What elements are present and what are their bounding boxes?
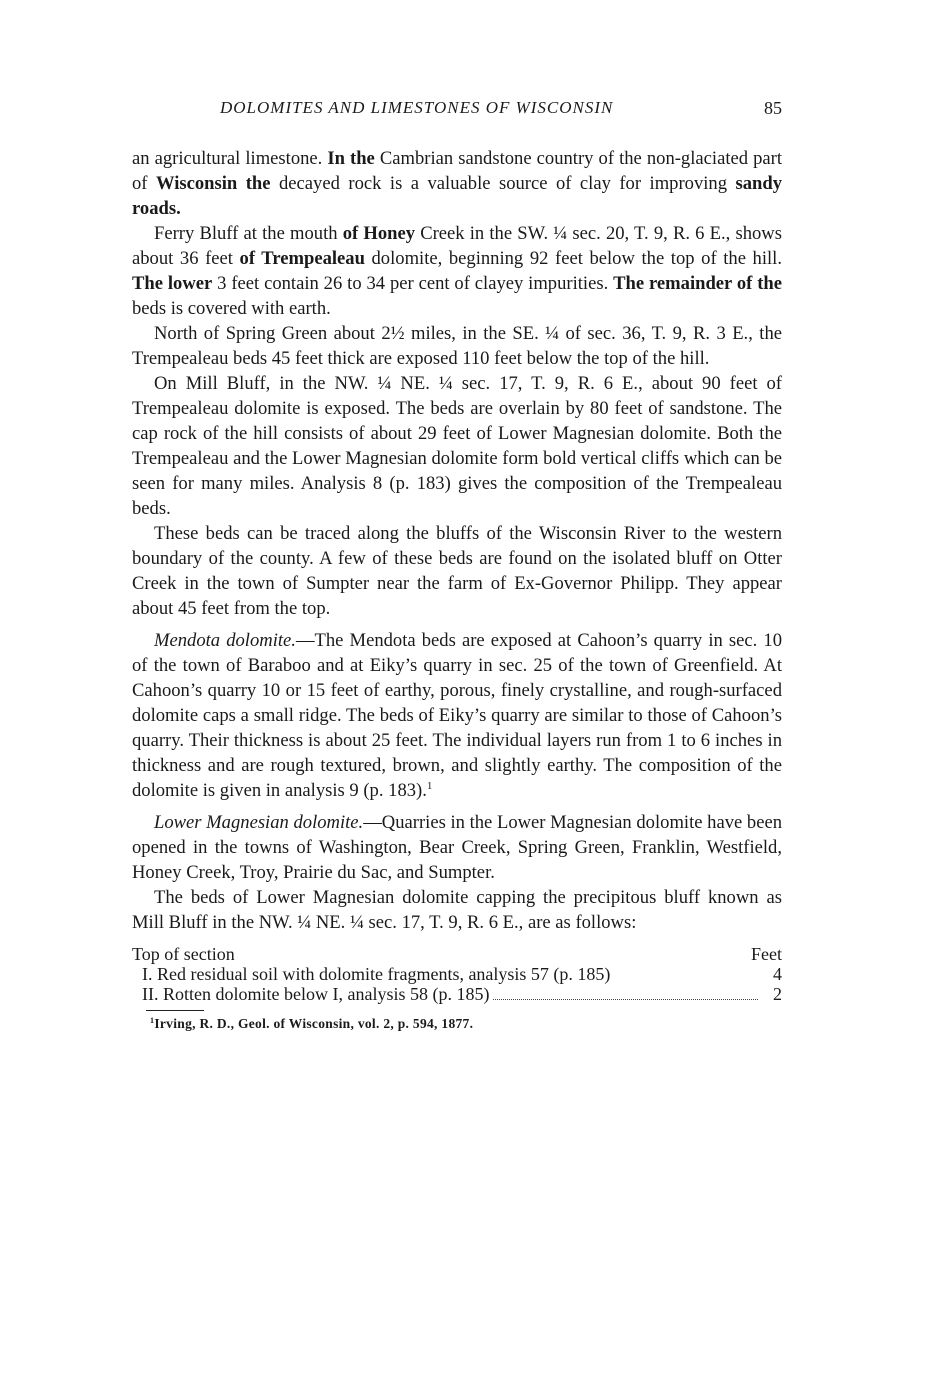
footnote-text: Irving, R. D., Geol. of Wisconsin, vol. 2, p. 594, 1877.	[154, 1016, 474, 1031]
footnote-rule	[146, 1010, 204, 1011]
footnote	[150, 1016, 782, 1032]
paragraph-3: North of Spring Green about 2½ miles, in the SE. ¼ of sec. 36, T. 9, R. 3 E., the Trempealeau beds 45 feet thick are exposed 110 feet below the top of the hill.	[132, 323, 782, 369]
footnote-reference: 1	[426, 780, 433, 792]
paragraph-8: The beds of Lower Magnesian dolomite capping the precipitous bluff known as Mill Bluff in the NW. ¼ NE. ¼ sec. 17, T. 9, R. 6 E., are as follows:	[132, 887, 782, 933]
paragraph-1: an agricultural limestone. In the Cambrian sandstone country of the non-glaciated part of Wisconsin the decayed rock is a valuable source of clay for improving sandy roads.	[132, 148, 783, 219]
paragraph-5: These beds can be traced along the bluffs of the Wisconsin River to the western boundary of the county. A few of these beds are found on the isolated bluff on Otter Creek in the town of Sumpter near the farm of Ex-Governor Philipp. They appear about 45 feet from the top.	[132, 523, 782, 619]
document-page	[132, 98, 782, 1032]
section-row	[132, 984, 782, 1004]
body-text	[132, 146, 782, 935]
section-unit-label: Feet	[751, 944, 782, 964]
dot-leader	[493, 999, 758, 1000]
section-table-header	[132, 944, 782, 964]
section-row	[132, 964, 782, 984]
paragraph-lower-magnesian: Lower Magnesian dolomite.—Quarries in the Lower Magnesian dolomite have been opened in the towns of Washington, Bear Creek, Spring Green, Franklin, Westfield, Honey Creek, Troy, Prairie du Sac, and Sumpter.	[132, 812, 783, 883]
paragraph-4: On Mill Bluff, in the NW. ¼ NE. ¼ sec. 17, T. 9, R. 6 E., about 90 feet of Trempealeau dolomite is exposed. The beds are overlain by 80 feet of sandstone. The cap rock of the hill consists of about 29 feet of Lower Magnesian dolomite. Both the Trempealeau and the Lower Magnesian dolomite form bold vertical cliffs which can be seen for many miles. Analysis 8 (p. 183) gives the composition of the Trempealeau beds.	[132, 373, 782, 519]
footnote-marker: 1	[150, 1016, 155, 1025]
paragraph-mendota: Mendota dolomite.—The Mendota beds are exposed at Cahoon’s quarry in sec. 10 of the town of Baraboo and at Eiky’s quarry in sec. 25 of the town of Greenfield. At Cahoon’s quarry 10 or 15 feet of earthy, porous, finely crystalline, and rough-surfaced dolomite caps a small ridge. The beds of Eiky’s quarry are similar to those of Cahoon’s quarry. Their thickness is about 25 feet. The individual layers run from 1 to 6 inches in thickness and are rough textured, brown, and slightly earthy. The composition of the dolomite is given in analysis 9 (p. 183).$^1$	[132, 630, 782, 801]
section-table	[132, 944, 782, 1004]
paragraph-2: Ferry Bluff at the mouth of Honey Creek in the SW. ¼ sec. 20, T. 9, R. 6 E., shows about 36 feet of Trempealeau dolomite, beginning 92 feet below the top of the hill. The lower 3 feet contain 26 to 34 per cent of clayey impurities. The remainder of the beds is covered with earth.	[132, 223, 782, 319]
section-row-feet: 2	[773, 984, 782, 1004]
section-heading-mendota: Mendota dolomite.	[154, 630, 296, 651]
running-header	[132, 98, 782, 126]
section-row-label: II. Rotten dolomite below I, analysis 58 (p. 185)	[142, 984, 490, 1004]
page-number: 85	[764, 98, 782, 118]
section-row-feet: 4	[773, 964, 782, 984]
section-header-label: Top of section	[132, 944, 235, 964]
section-row-label: I. Red residual soil with dolomite fragments, analysis 57 (p. 185)	[142, 964, 611, 984]
running-title: DOLOMITES AND LIMESTONES OF WISCONSIN	[220, 98, 614, 117]
section-heading-lower-magnesian: Lower Magnesian dolomite.	[154, 812, 364, 833]
